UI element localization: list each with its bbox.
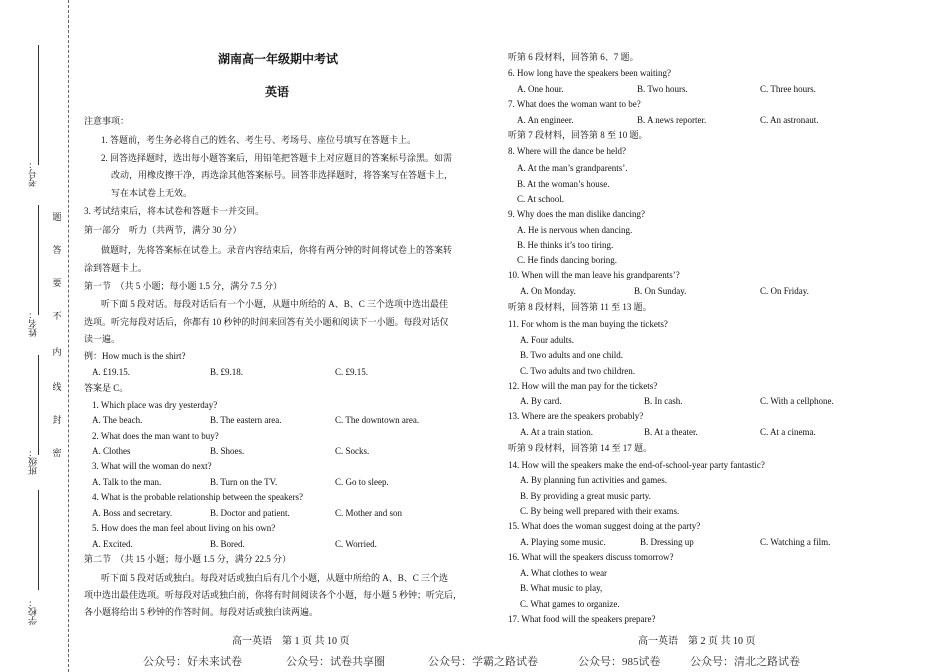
seal-char: 要 xyxy=(52,278,62,288)
question: 1. Which place was dry yesterday? xyxy=(92,400,218,410)
option: C. At a cinema. xyxy=(760,427,816,437)
option: B. Bored. xyxy=(210,539,245,549)
option: A. The beach. xyxy=(92,415,143,425)
section-heading: 第一节 （共 5 小题；每小题 1.5 分，满分 7.5 分） xyxy=(84,281,283,291)
option: C. Two adults and two children. xyxy=(520,366,635,376)
instruction-line: 涂到答题卡上。 xyxy=(84,263,148,273)
instruction-line: 做题时，先将答案标在试卷上。录音内容结束后，你将有两分钟的时间将试卷上的答案转 xyxy=(101,245,453,255)
option: A. One hour. xyxy=(517,84,564,94)
seal-char: 密 xyxy=(52,448,62,458)
question: 10. When will the man leave his grandparents’? xyxy=(508,270,680,280)
instruction-line: 项中选出最佳选项。听每段对话或独白前，你将有时间阅读各个小题，每小题 5 秒钟；听完后， xyxy=(84,590,463,600)
option: B. A news reporter. xyxy=(637,115,707,125)
option: B. Shoes. xyxy=(210,446,245,456)
example-question: 例：How much is the shirt? xyxy=(84,351,186,361)
instruction-line: 听下面 5 段对话。每段对话后有一个小题，从题中所给的 A、B、C 三个选项中选出最佳 xyxy=(101,299,449,309)
option: B. Dressing up xyxy=(640,537,694,547)
field-line xyxy=(38,490,39,590)
option: B. Turn on the TV. xyxy=(210,477,278,487)
page-footer: 高一英语 第 1 页 共 10 页 xyxy=(232,636,350,647)
option: B. Doctor and patient. xyxy=(210,508,290,518)
option: C. With a cellphone. xyxy=(760,396,834,406)
question: 11. For whom is the man buying the tickets? xyxy=(508,319,668,329)
page-footer: 高一英语 第 2 页 共 10 页 xyxy=(638,636,756,647)
option: B. Two adults and one child. xyxy=(520,350,623,360)
field-label: 学校： xyxy=(28,598,38,625)
field-line xyxy=(38,355,39,455)
material-heading: 听第 8 段材料，回答第 11 至 13 题。 xyxy=(508,302,652,312)
exam-title: 湖南高一年级期中考试 xyxy=(218,52,339,66)
option: C. At school. xyxy=(517,194,565,204)
option: B. He thinks it’s too tiring. xyxy=(517,240,614,250)
notes-heading: 注意事项： xyxy=(84,116,130,126)
option: C. Worried. xyxy=(335,539,377,549)
option: B. Two hours. xyxy=(637,84,688,94)
option: B. At the woman’s house. xyxy=(517,179,610,189)
instruction-line: 听下面 5 段对话或独白。每段对话或独白后有几个小题，从题中所给的 A、B、C 三个选 xyxy=(101,573,449,583)
material-heading: 听第 9 段材料，回答第 14 至 17 题。 xyxy=(508,443,653,453)
option: A. £19.15. xyxy=(92,367,130,377)
instruction-line: 各小题将给出 5 秒钟的作答时间。每段对话或独白读两遍。 xyxy=(84,607,319,617)
option: A. Four adults. xyxy=(520,335,574,345)
option: A. By planning fun activities and games. xyxy=(520,475,667,485)
option: A. Talk to the man. xyxy=(92,477,162,487)
note-line: 改动，用橡皮擦干净，再选涂其他答案标号。回答非选择题时，将答案写在答题卡上， xyxy=(111,170,454,180)
question: 6. How long have the speakers been waiting? xyxy=(508,68,671,78)
question: 12. How will the man pay for the tickets? xyxy=(508,381,658,391)
seal-line xyxy=(68,0,69,672)
option: A. Boss and secretary. xyxy=(92,508,173,518)
material-heading: 听第 7 段材料，回答第 8 至 10 题。 xyxy=(508,130,648,140)
option: C. Watching a film. xyxy=(760,537,831,547)
field-line xyxy=(38,45,39,165)
option: C. Go to sleep. xyxy=(335,477,389,487)
option: A. Excited. xyxy=(92,539,133,549)
option: A. An engineer. xyxy=(517,115,574,125)
option: B. The eastern area. xyxy=(210,415,282,425)
watermark-text: 公众号：好未来试卷 xyxy=(143,656,242,668)
exam-subject: 英语 xyxy=(265,85,290,99)
field-label: 考号： xyxy=(28,160,38,187)
option: C. By being well prepared with their exams. xyxy=(520,506,680,516)
option: B. In cash. xyxy=(644,396,683,406)
question: 17. What food will the speakers prepare? xyxy=(508,614,656,624)
material-heading: 听第 6 段材料，回答第 6、7 题。 xyxy=(508,52,639,62)
question: 4. What is the probable relationship between the speakers? xyxy=(92,492,304,502)
option: A. At the man’s grandparents’. xyxy=(517,163,628,173)
seal-char: 不 xyxy=(52,311,62,321)
option: A. Playing some music. xyxy=(520,537,606,547)
seal-char: 内 xyxy=(52,347,62,357)
option: C. Three hours. xyxy=(760,84,816,94)
field-label: 姓名： xyxy=(28,310,38,337)
option: C. An astronaut. xyxy=(760,115,819,125)
question: 5. How does the man feel about living on his own? xyxy=(92,523,276,533)
option: C. £9.15. xyxy=(335,367,369,377)
watermark-text: 公众号：学霸之路试卷 xyxy=(428,656,538,668)
option: A. What clothes to wear xyxy=(520,568,608,578)
option: B. At a theater. xyxy=(644,427,698,437)
option: C. Socks. xyxy=(335,446,370,456)
field-line xyxy=(38,205,39,315)
option: C. On Friday. xyxy=(760,286,809,296)
question: 2. What does the man want to buy? xyxy=(92,431,219,441)
question: 13. Where are the speakers probably? xyxy=(508,411,644,421)
option: C. Mother and son xyxy=(335,508,402,518)
option: C. The downtown area. xyxy=(335,415,420,425)
note-line: 2. 回答选择题时，选出每小题答案后，用铅笔把答题卡上对应题目的答案标号涂黑。如需 xyxy=(101,153,453,163)
option: A. Clothes xyxy=(92,446,131,456)
note-line: 3. 考试结束后，将本试卷和答题卡一并交回。 xyxy=(84,206,265,216)
watermark-text: 公众号：985试卷 xyxy=(578,656,661,668)
note-line: 1. 答题前，考生务必将自己的姓名、考生号、考场号、座位号填写在答题卡上。 xyxy=(101,135,417,145)
option: A. On Monday. xyxy=(520,286,576,296)
field-label: 班级： xyxy=(28,448,38,475)
note-line: 写在本试卷上无效。 xyxy=(111,188,193,198)
section-heading: 第二节 （共 15 小题；每小题 1.5 分，满分 22.5 分） xyxy=(84,554,292,564)
question: 9. Why does the man dislike dancing? xyxy=(508,209,646,219)
option: B. £9.18. xyxy=(210,367,244,377)
seal-char: 题 xyxy=(52,212,62,222)
watermark-text: 公众号：清北之路试卷 xyxy=(690,656,800,668)
option: B. What music to play, xyxy=(520,583,603,593)
question: 8. Where will the dance be held? xyxy=(508,146,627,156)
watermark-text: 公众号：试卷共享圈 xyxy=(286,656,385,668)
seal-char: 线 xyxy=(52,382,62,392)
option: A. He is nervous when dancing. xyxy=(517,225,633,235)
example-answer: 答案是 C。 xyxy=(84,383,129,393)
option: C. What games to organize. xyxy=(520,599,620,609)
question: 16. What will the speakers discuss tomorrow? xyxy=(508,552,674,562)
question: 7. What does the woman want to be? xyxy=(508,99,641,109)
seal-char: 答 xyxy=(52,245,62,255)
option: A. By card. xyxy=(520,396,562,406)
instruction-line: 读一遍。 xyxy=(84,334,121,344)
option: B. On Sunday. xyxy=(634,286,687,296)
seal-char: 封 xyxy=(52,415,62,425)
question: 3. What will the woman do next? xyxy=(92,461,212,471)
part-heading: 第一部分 听力（共两节，满分 30 分） xyxy=(84,225,242,235)
option: B. By providing a great music party. xyxy=(520,491,651,501)
question: 14. How will the speakers make the end-of-school-year party fantastic? xyxy=(508,460,765,470)
option: A. At a train station. xyxy=(520,427,593,437)
instruction-line: 选项。听完每段对话后，你都有 10 秒钟的时间来回答有关小题和阅读下一小题。每段对话仅 xyxy=(84,317,449,327)
option: C. He finds dancing boring. xyxy=(517,255,617,265)
question: 15. What does the woman suggest doing at the party? xyxy=(508,521,701,531)
